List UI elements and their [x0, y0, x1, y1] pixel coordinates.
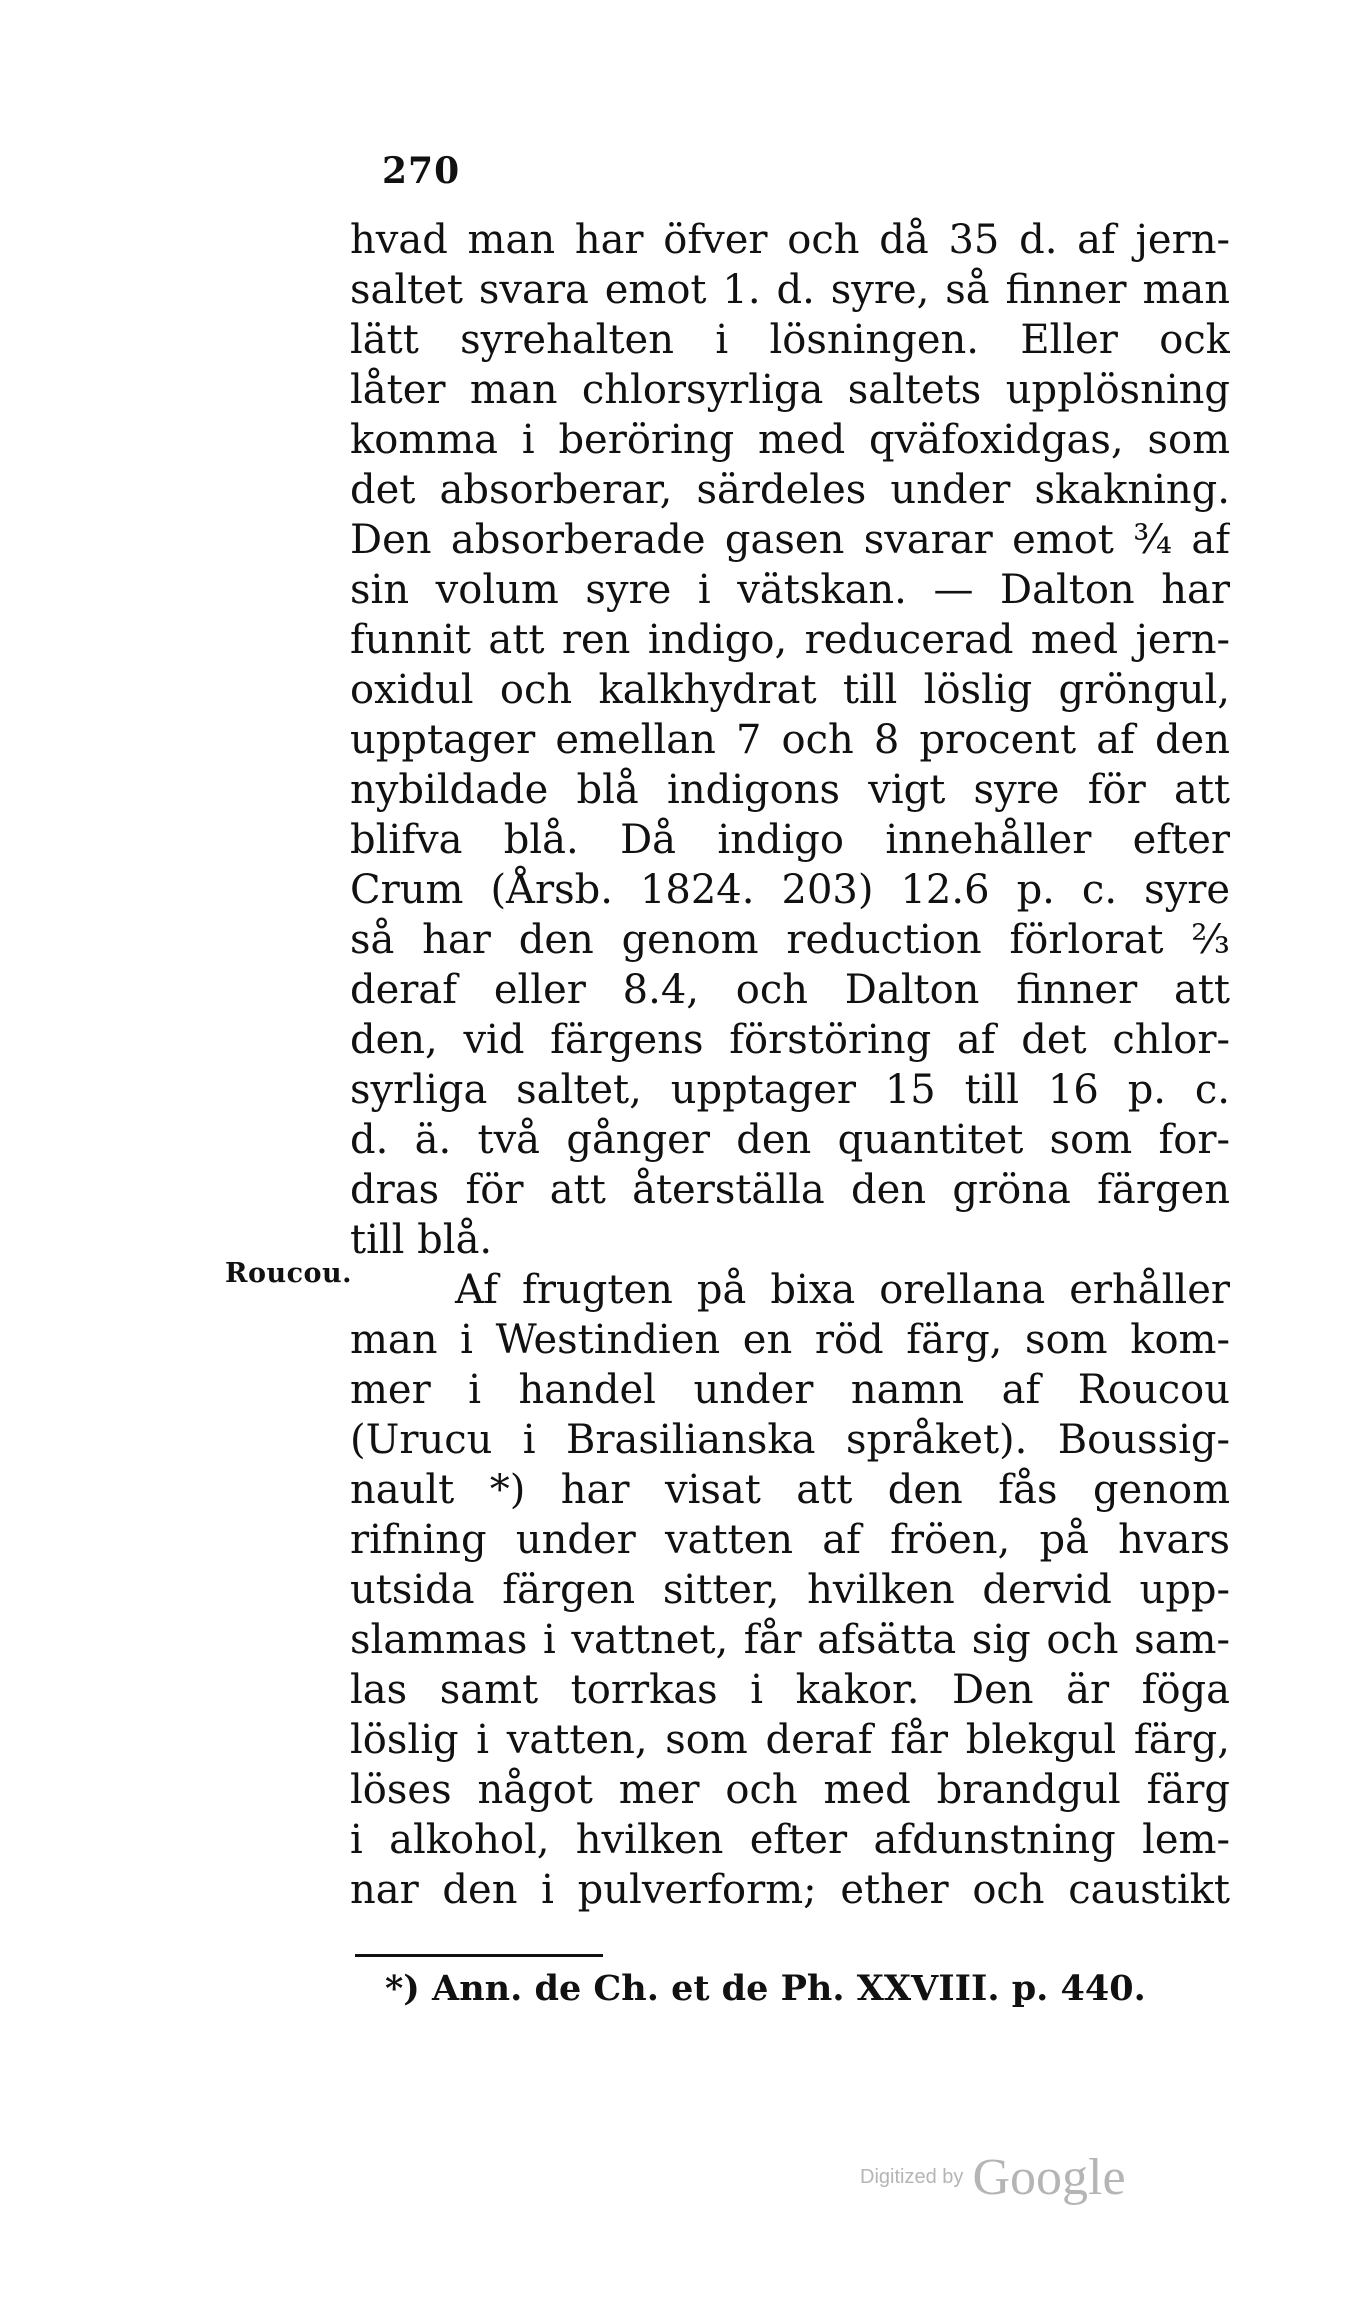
text-line: utsida färgen sitter, hvilken dervid upp-	[350, 1567, 1230, 1613]
text-line: syrliga saltet, upptager 15 till 16 p. c.	[350, 1067, 1230, 1113]
text-line: i alkohol, hvilken efter afdunstning lem-	[350, 1817, 1230, 1863]
text-line: las samt torrkas i kakor. Den är föga	[350, 1667, 1230, 1713]
text-line: den, vid färgens förstöring af det chlor-	[350, 1017, 1230, 1063]
text-line: man i Westindien en röd färg, som kom-	[350, 1317, 1230, 1363]
main-text	[350, 215, 1230, 1915]
google-logo: Google	[972, 2149, 1126, 2206]
margin-note: Roucou.	[225, 1258, 353, 1289]
text-line: (Urucu i Brasilianska språket). Boussig-	[350, 1417, 1230, 1463]
text-line: funnit att ren indigo, reducerad med jern-	[350, 617, 1230, 663]
footnote-divider	[355, 1954, 603, 1957]
text-line: låter man chlorsyrliga saltets upplösning	[350, 367, 1230, 413]
text-line: saltet svara emot 1. d. syre, så finner man	[350, 267, 1230, 313]
text-line: Den absorberade gasen svarar emot ¾ af	[350, 517, 1230, 563]
text-line: d. ä. två gånger den quantitet som for-	[350, 1117, 1230, 1163]
watermark-prefix: Digitized by	[860, 2166, 964, 2188]
text-line: Af frugten på bixa orellana erhåller	[455, 1267, 1230, 1313]
footnote: *) Ann. de Ch. et de Ph. XXVIII. p. 440.	[385, 1968, 1146, 2009]
digitized-watermark	[860, 2148, 1126, 2207]
text-line: så har den genom reduction förlorat ⅔	[350, 917, 1230, 963]
text-line: nar den i pulverform; ether och caustikt	[350, 1867, 1230, 1913]
text-line: oxidul och kalkhydrat till löslig gröngul,	[350, 667, 1230, 713]
text-line: dras för att återställa den gröna färgen	[350, 1167, 1230, 1213]
text-line: upptager emellan 7 och 8 procent af den	[350, 717, 1230, 763]
text-line: det absorberar, särdeles under skakning.	[350, 467, 1230, 513]
text-line: nault *) har visat att den fås genom	[350, 1467, 1230, 1513]
text-line: slammas i vattnet, får afsätta sig och sam-	[350, 1617, 1230, 1663]
text-line: deraf eller 8.4, och Dalton finner att	[350, 967, 1230, 1013]
text-line: komma i beröring med qväfoxidgas, som	[350, 417, 1230, 463]
page-number: 270	[382, 150, 461, 192]
text-line: löslig i vatten, som deraf får blekgul färg,	[350, 1717, 1230, 1763]
text-line: hvad man har öfver och då 35 d. af jern-	[350, 217, 1230, 263]
text-line: löses något mer och med brandgul färg	[350, 1767, 1230, 1813]
text-line: blifva blå. Då indigo innehåller efter	[350, 817, 1230, 863]
text-line: rifning under vatten af fröen, på hvars	[350, 1517, 1230, 1563]
text-line: sin volum syre i vätskan. — Dalton har	[350, 567, 1230, 613]
text-line: lätt syrehalten i lösningen. Eller ock	[350, 317, 1230, 363]
text-line: mer i handel under namn af Roucou	[350, 1367, 1230, 1413]
text-line: nybildade blå indigons vigt syre för att	[350, 767, 1230, 813]
text-line: till blå.	[350, 1217, 493, 1263]
text-line: Crum (Årsb. 1824. 203) 12.6 p. c. syre	[350, 867, 1230, 913]
